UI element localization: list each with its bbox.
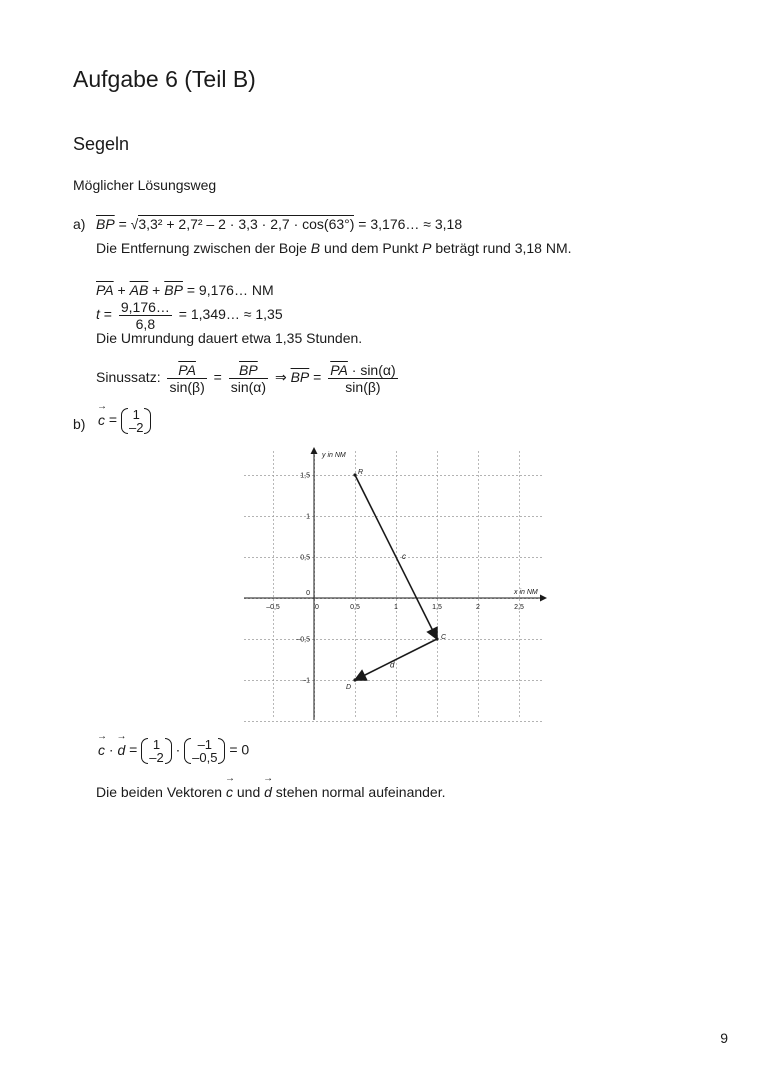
point-C	[435, 637, 438, 640]
x-tick-label: –0,5	[266, 604, 280, 611]
point-R	[353, 473, 356, 476]
x-tick-label: 2	[476, 604, 480, 611]
axes	[244, 448, 546, 720]
sentence-duration: Die Umrundung dauert etwa 1,35 Stunden.	[96, 330, 363, 346]
tick-labels	[266, 473, 524, 685]
y-tick-label: –1	[302, 677, 310, 685]
x-tick-label: 2,5	[514, 604, 524, 611]
point-label-R: R	[358, 469, 364, 476]
grid-lines	[244, 451, 544, 722]
vectors	[355, 475, 437, 680]
y-tick-label: 1	[306, 513, 310, 521]
sentence-distance: Die Entfernung zwischen der Boje B und dem Punkt P beträgt rund 3,18 NM.	[96, 240, 572, 256]
y-tick-label: 0,5	[300, 554, 310, 562]
point-D	[353, 678, 356, 681]
vector-label-c: c	[402, 552, 406, 561]
vector-c-definition: → c = 1 –2	[98, 408, 151, 434]
x-tick-label: 0,5	[350, 604, 360, 611]
vector-c	[355, 475, 437, 639]
y-tick-label: 0	[306, 590, 310, 597]
dot-product-equation: → c · → d = 1 –2 · –1 –0,5 = 0	[98, 738, 249, 764]
equation-bp: $\overline{BP} = √3,3^2 + 2,7^2 - 2 \cdot 3,3 \cdot 2,7 \cdot \cos(63^\circ)$ = 3,176… ≈ 3,18	[96, 216, 463, 232]
equation-sine-rule: Sinussatz: $\frac{\overline{PA}}{\sin(\beta)}$ = $\frac{\overline{BP}}{\sin(\alpha)}$ ⇒ $\overline{BP}$ = $\frac{\overline{PA} \cdot \sin(\alpha)}{\sin(\beta)}$	[96, 362, 396, 395]
vector-d	[355, 639, 437, 680]
y-tick-label: 1,5	[300, 472, 310, 480]
part-b-label: b)	[73, 416, 86, 432]
x-tick-label: 1,5	[432, 604, 442, 611]
section-title: Segeln	[73, 134, 130, 154]
x-axis-label: x in NM	[514, 589, 538, 596]
part-a-label: a)	[73, 216, 86, 232]
point-label-C: C	[441, 634, 447, 641]
sentence-orthogonal: Die beiden Vektoren → c und → d stehen normal aufeinander.	[96, 784, 446, 800]
y-tick-label: –0,5	[296, 636, 310, 644]
vector-label-d: d	[390, 660, 395, 670]
equation-time: t = $\frac{9,176\dots}{6,8}$ = 1,349… ≈ 1,35	[96, 299, 283, 332]
x-tick-label: 0	[315, 604, 319, 611]
point-label-D: D	[346, 684, 352, 691]
y-axis-label: y in NM	[322, 452, 346, 459]
coordinate-diagram	[240, 445, 550, 723]
intro-text: Möglicher Lösungsweg	[73, 177, 217, 193]
x-tick-label: 1	[394, 604, 398, 611]
equation-sum: $\overline{PA} + \overline{AB} + \overline{BP}$ = 9,176… NM	[96, 282, 274, 298]
page-number: 9	[720, 1030, 728, 1046]
page-title: Aufgabe 6 (Teil B)	[73, 66, 256, 92]
